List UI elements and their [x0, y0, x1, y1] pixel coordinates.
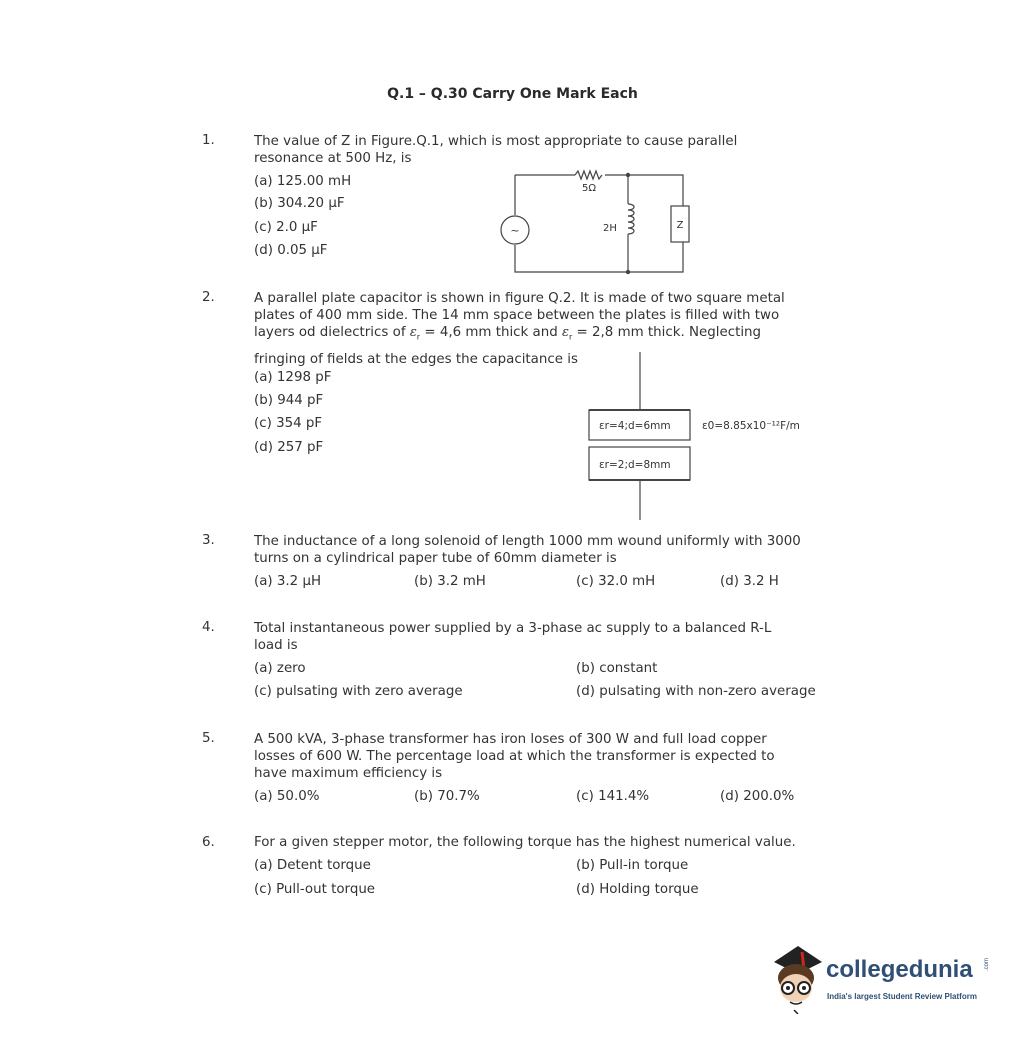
collegedunia-logo: [768, 944, 998, 1014]
logo-suffix: .com: [984, 958, 990, 972]
option-c: (c) 354 pF: [254, 416, 323, 431]
question-number: 4.: [202, 620, 215, 635]
resistor-symbol: [575, 171, 602, 179]
question-stem: [254, 731, 850, 782]
stem-line: [254, 324, 850, 346]
epsilon-symbol: ε: [409, 325, 417, 340]
page-heading: Q.1 – Q.30 Carry One Mark Each: [387, 86, 638, 102]
option-a: (a) 50.0%: [254, 789, 320, 804]
capacitor-figure-q2: [585, 352, 825, 522]
node-dot: [626, 270, 630, 274]
circuit-figure-q1: [495, 160, 705, 280]
question-number: 1.: [202, 133, 215, 148]
option-b: (b) 70.7%: [414, 789, 480, 804]
permittivity-label: ε0=8.85x10⁻¹²F/m: [702, 420, 800, 432]
stem-line: plates of 400 mm side. The 14 mm space between the plates is filled with two: [254, 308, 780, 323]
option-a: (a) 1298 pF: [254, 370, 332, 385]
question-number: 5.: [202, 731, 215, 746]
stem-line: The value of Z in Figure.Q.1, which is most appropriate to cause parallel: [254, 134, 738, 149]
stem-text: layers od dielectrics of: [254, 325, 406, 340]
option-b: (b) 944 pF: [254, 393, 324, 408]
layer-1-label: εr=4;d=6mm: [599, 420, 671, 432]
stem-line: The inductance of a long solenoid of length 1000 mm wound uniformly with 3000: [254, 534, 801, 549]
stem-line: losses of 600 W. The percentage load at which the transformer is expected to: [254, 749, 775, 764]
epsilon-symbol: ε: [562, 325, 569, 340]
option-a: (a) 125.00 mH: [254, 174, 352, 189]
stem-line: turns on a cylindrical paper tube of 60mm diameter is: [254, 551, 617, 566]
question-stem: For a given stepper motor, the following torque has the highest numerical value.: [254, 835, 796, 850]
option-d: (d) 0.05 μF: [254, 243, 328, 258]
question-number: 2.: [202, 290, 215, 305]
resistor-label: 5Ω: [582, 183, 597, 194]
mascot-icon: [768, 944, 826, 1014]
stem-line: fringing of fields at the edges the capacitance is: [254, 351, 578, 367]
stem-line: Total instantaneous power supplied by a 3-phase ac supply to a balanced R-L: [254, 621, 772, 636]
option-a: (a) zero: [254, 661, 306, 676]
option-c: (c) pulsating with zero average: [254, 684, 463, 699]
option-d: (d) Holding torque: [576, 882, 699, 897]
option-c: (c) 2.0 μF: [254, 220, 318, 235]
question-number: 3.: [202, 533, 215, 548]
stem-line: A 500 kVA, 3-phase transformer has iron loses of 300 W and full load copper: [254, 732, 767, 747]
option-d: (d) 257 pF: [254, 440, 324, 455]
stem-text: = 4,6 mm thick and: [420, 325, 558, 340]
stem-text: = 2,8 mm thick. Neglecting: [572, 325, 762, 340]
option-c: (c) Pull-out torque: [254, 882, 376, 897]
option-a: (a) Detent torque: [254, 858, 371, 873]
option-d: (d) pulsating with non-zero average: [576, 684, 816, 699]
question-stem: [254, 533, 850, 567]
option-c: (c) 32.0 mH: [576, 574, 656, 589]
option-a: (a) 3.2 μH: [254, 574, 322, 589]
epsilon-subscript: r: [569, 332, 573, 342]
epsilon-subscript: r: [416, 332, 421, 342]
option-c: (c) 141.4%: [576, 789, 650, 804]
load-label: Z: [676, 220, 684, 231]
question-number: 6.: [202, 835, 215, 850]
inductor-label: 2H: [603, 223, 617, 234]
option-b: (b) constant: [576, 661, 658, 676]
option-d: (d) 3.2 H: [720, 574, 779, 589]
question-stem: [254, 620, 850, 654]
stem-line: A parallel plate capacitor is shown in figure Q.2. It is made of two square metal: [254, 291, 785, 306]
inductor-symbol: [628, 204, 634, 234]
source-label: ~: [510, 224, 520, 237]
option-d: (d) 200.0%: [720, 789, 795, 804]
layer-2-label: εr=2;d=8mm: [599, 459, 671, 471]
stem-line: resonance at 500 Hz, is: [254, 151, 412, 166]
logo-tagline: India's largest Student Review Platform: [827, 992, 977, 1001]
stem-line: load is: [254, 638, 298, 653]
option-b: (b) Pull-in torque: [576, 858, 689, 873]
option-b: (b) 3.2 mH: [414, 574, 486, 589]
option-b: (b) 304.20 μF: [254, 196, 345, 211]
node-dot: [626, 173, 630, 177]
logo-wordmark: collegedunia: [826, 956, 973, 983]
stem-line: have maximum efficiency is: [254, 766, 443, 781]
